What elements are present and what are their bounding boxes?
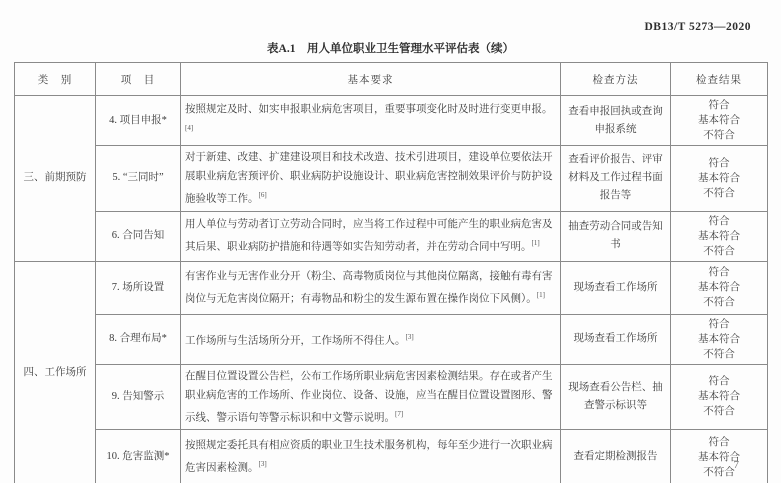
result-cell (671, 261, 768, 314)
header-method: 检查方法 (561, 63, 671, 96)
category-cell: 三、前期预防 (15, 96, 96, 262)
table-title: 表A.1 用人单位职业卫生管理水平评估表（续） (267, 43, 514, 55)
result-option: 基本符合 (698, 451, 740, 463)
table-row (15, 364, 768, 430)
method-cell: 查看定期检测报告 (561, 430, 671, 483)
requirement-cell (181, 430, 561, 483)
table-row (15, 211, 768, 261)
result-cell (671, 211, 768, 261)
result-option: 不符合 (703, 130, 735, 141)
requirement-text: 用人单位与劳动者订立劳动合同时，应当将工作过程中可能产生的职业病危害及其后果、职业病防护措施和待遇等如实告知劳动者，并在劳动合同中写明。 (185, 219, 553, 253)
reference-superscript: [4] (185, 123, 194, 132)
header-item: 项 目 (96, 63, 181, 96)
requirement-cell (181, 314, 561, 364)
table-row (15, 261, 768, 314)
table-row (15, 146, 768, 212)
result-cell (671, 314, 768, 364)
reference-superscript: [3] (405, 332, 414, 341)
requirement-text: 工作场所与生活场所分开，工作场所不得住人。 (185, 335, 406, 347)
method-cell: 抽查劳动合同或告知书 (561, 211, 671, 261)
requirement-text: 按照规定及时、如实申报职业病危害项目，重要事项变化时及时进行变更申报。 (185, 103, 553, 115)
method-cell: 现场查看公告栏、抽查警示标识等 (561, 364, 671, 430)
item-cell: 8. 合理布局* (96, 314, 181, 364)
requirement-text: 有害作业与无害作业分开（粉尘、高毒物质岗位与其他岗位隔离，接触有毒有害岗位与无危害岗位隔开；有毒物品和粉尘的发生源布置在操作岗位下风侧）。 (185, 270, 553, 305)
result-option: 符合 (708, 267, 730, 278)
table-row (15, 314, 768, 364)
reference-superscript: [6] (258, 191, 267, 199)
requirement-cell (181, 146, 561, 212)
item-cell: 5. “三同时” (96, 146, 181, 212)
method-cell: 查看评价报告、评审材料及工作过程书面报告等 (561, 146, 671, 212)
result-option: 符合 (708, 436, 730, 448)
item-cell: 9. 告知警示 (96, 364, 181, 430)
result-option: 不符合 (703, 348, 735, 360)
result-option: 基本符合 (698, 391, 740, 403)
result-option: 基本符合 (698, 282, 740, 293)
reference-superscript: [1] (531, 239, 540, 248)
result-option: 不符合 (703, 406, 735, 418)
reference-superscript: [1] (536, 290, 545, 299)
result-option: 基本符合 (698, 333, 740, 345)
result-option: 不符合 (703, 187, 735, 199)
item-cell: 4. 项目申报* (96, 96, 181, 146)
requirement-cell (181, 96, 561, 146)
requirement-text: 在醒目位置设置公告栏，公布工作场所职业病危害因素检测结果。存在或者产生职业病危害的工作场所、作业岗位、设备、设施，应当在醒目位置设置图形、警示线、警示语句等警示标识和中文警示说明。 (185, 370, 553, 423)
result-cell (671, 430, 768, 483)
category-cell: 四、工作场所 (15, 261, 96, 483)
result-option: 基本符合 (698, 172, 740, 184)
result-option: 符合 (708, 215, 730, 227)
reference-superscript: [3] (258, 460, 267, 469)
item-cell: 10. 危害监测* (96, 430, 181, 483)
reference-superscript: [7] (395, 409, 404, 418)
method-cell: 现场查看工作场所 (561, 314, 671, 364)
result-option: 基本符合 (698, 115, 740, 126)
result-option: 不符合 (703, 297, 735, 308)
header-result: 检查结果 (671, 63, 768, 96)
result-option: 符合 (708, 318, 730, 330)
header-category: 类 别 (15, 63, 96, 96)
requirement-text: 对于新建、改建、扩建建设项目和技术改造、技术引进项目，建设单位要依法开展职业病危害预评价、职业病防护设施设计、职业病危害控制效果评价与防护设施验收等工作。 (185, 152, 553, 205)
method-cell: 查看申报回执或查询申报系统 (561, 96, 671, 146)
result-option: 符合 (708, 100, 730, 111)
requirement-cell (181, 211, 561, 261)
result-option: 符合 (708, 157, 730, 169)
result-cell (671, 96, 768, 146)
item-cell: 7. 场所设置 (96, 261, 181, 314)
result-option: 不符合 (703, 466, 735, 478)
result-cell (671, 146, 768, 212)
result-option: 符合 (708, 376, 730, 388)
requirement-cell (181, 364, 561, 430)
header-requirement: 基本要求 (181, 63, 561, 96)
evaluation-table (14, 62, 768, 483)
requirement-cell (181, 261, 561, 314)
result-option: 基本符合 (698, 230, 740, 242)
requirement-text: 按照规定委托具有相应资质的职业卫生技术服务机构，每年至少进行一次职业病危害因素检测。 (185, 440, 553, 474)
page-number: 7 (733, 459, 739, 471)
table-row (15, 430, 768, 483)
method-cell: 现场查看工作场所 (561, 261, 671, 314)
item-cell: 6. 合同告知 (96, 211, 181, 261)
table-row (15, 96, 768, 146)
standard-code: DB13/T 5273—2020 (644, 21, 751, 33)
result-cell (671, 364, 768, 430)
header-row (15, 63, 768, 96)
result-option: 不符合 (703, 245, 735, 257)
